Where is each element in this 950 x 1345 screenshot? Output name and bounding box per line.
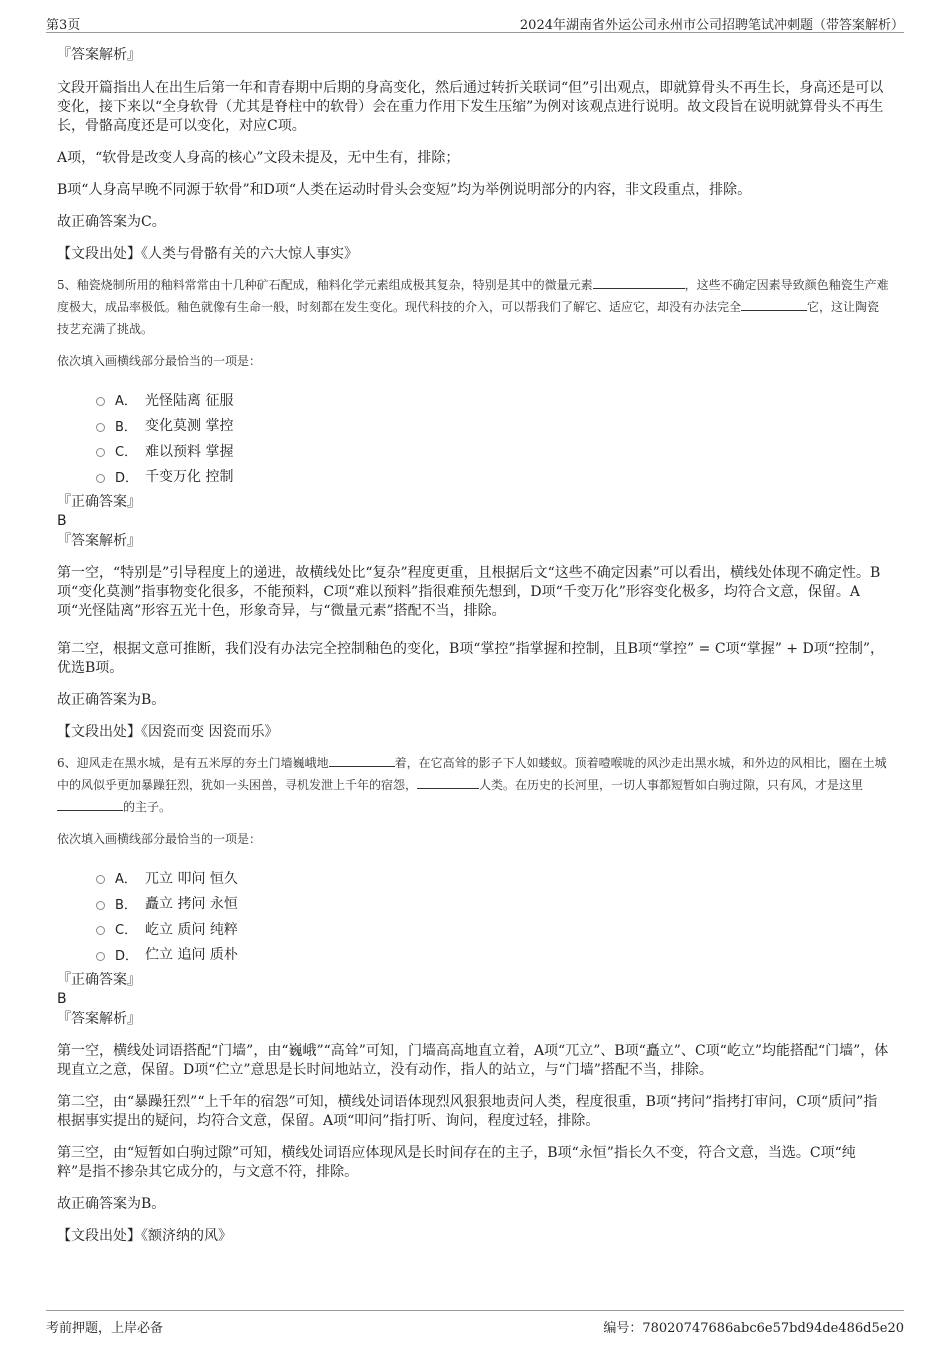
- analysis-paragraph: 第三空，由“短暂如白驹过隙”可知，横线处词语应体现风是长时间存在的主子，B项“永恒”指长久不变，符合文意，当选。C项“纯粹”是指不掺杂其它成分的，与文意不符，排除。: [57, 1145, 856, 1180]
- page-footer: [46, 1310, 904, 1335]
- radio-icon[interactable]: [96, 926, 105, 935]
- option-a[interactable]: A． 兀立 叩问 恒久: [57, 865, 890, 891]
- analysis-label: 『答案解析』: [57, 47, 141, 63]
- radio-icon[interactable]: [96, 952, 105, 961]
- page-header: [46, 12, 904, 33]
- footer-slogan: 考前押题，上岸必备: [46, 1321, 164, 1336]
- fill-blank[interactable]: [741, 298, 807, 311]
- question-stem: 5、釉瓷烧制所用的釉料常常由十几种矿石配成，釉料化学元素组成极其复杂，特别是其中的微量元素 ，这些不确定因素导致颜色釉瓷生产难度极大，成品率极低。釉色就像有生命一般，时刻都在发生变化。现代科技的介入，可以帮我们了解它、适应它，却没有办法完全 它，这让陶瓷技艺充满了挑战。: [57, 278, 889, 336]
- page-number: 第3页: [46, 18, 81, 33]
- correct-answer-label: 『正确答案』: [57, 972, 141, 988]
- option-b[interactable]: B． 矗立 拷问 永恒: [57, 891, 890, 917]
- fill-blank[interactable]: [593, 276, 685, 289]
- question-stem: 6、迎风走在黑水城，是有五米厚的夯土门墙巍峨地 着，在它高耸的影子下人如蝼蚁。顶着噎喉咙的风沙走出黑水城，和外边的风相比，圈在土城中的风似乎更加暴躁狂烈，犹如一头困兽，寻机发泄上千年的宿怨， 人类。在历史的长河里，一切人事都短暂如白驹过隙，只有风，才是这里的主子。: [57, 756, 887, 814]
- option-a[interactable]: A． 光怪陆离 征服: [57, 387, 890, 413]
- source-citation: 【文段出处】《额济纳的风》: [57, 1228, 232, 1244]
- radio-icon[interactable]: [96, 397, 105, 406]
- answer-conclusion: 故正确答案为B。: [57, 692, 166, 708]
- option-b[interactable]: B． 变化莫测 掌控: [57, 413, 890, 439]
- analysis-paragraph: 第二空，由“暴躁狂烈”“上千年的宿怨”可知，横线处词语体现烈风狠狠地责问人类，程度很重，B项“拷问”指拷打审问，C项“质问”指根据事实提出的疑问，均符合文意，保留。A项“叩问”指打听、询问，程度过轻，排除。: [57, 1094, 878, 1129]
- analysis-paragraph: 第一空，“特别是”引导程度上的递进，故横线处比“复杂”程度更重，且根据后文“这些不确定因素”可以看出，横线处体现不确定性。B项“变化莫测”指事物变化很多，不能预料，C项“难以预料”指很难预先想到，D项“千变万化”形容变化极多，均符合文意，保留。A项“光怪陆离”形容五光十色，形象奇异，与“微量元素”搭配不当，排除。: [57, 565, 881, 619]
- page-content: [57, 46, 890, 1246]
- document-title: 2024年湖南省外运公司永州市公司招聘笔试冲刺题（带答案解析）: [519, 18, 904, 33]
- analysis-label: 『答案解析』: [57, 1011, 141, 1027]
- answer-conclusion: 故正确答案为B。: [57, 1196, 166, 1212]
- source-citation: 【文段出处】《人类与骨骼有关的六大惊人事实》: [57, 246, 358, 262]
- radio-icon[interactable]: [96, 423, 105, 432]
- analysis-paragraph: 文段开篇指出人在出生后第一年和青春期中后期的身高变化，然后通过转折关联词“但”引出观点，即就算骨头不再生长，身高还是可以变化，接下来以“全身软骨（尤其是脊柱中的软骨）会在重力作用下发生压缩”为例对该观点进行说明。故文段旨在说明就算骨头不再生长，骨骼高度还是可以变化，对应C项。: [57, 80, 884, 134]
- option-list: [57, 865, 890, 967]
- radio-icon[interactable]: [96, 474, 105, 483]
- option-c[interactable]: C． 屹立 质问 纯粹: [57, 916, 890, 942]
- question-prompt: 依次填入画横线部分最恰当的一项是：: [57, 832, 262, 846]
- question-prompt: 依次填入画横线部分最恰当的一项是：: [57, 354, 262, 368]
- option-d[interactable]: D． 伫立 追问 质朴: [57, 942, 890, 968]
- radio-icon[interactable]: [96, 448, 105, 457]
- correct-answer: B: [57, 991, 67, 1007]
- analysis-label: 『答案解析』: [57, 533, 141, 549]
- analysis-paragraph: 第二空，根据文意可推断，我们没有办法完全控制釉色的变化，B项“掌控”指掌握和控制，且B项“掌控” = C项“掌握” + D项“控制”，优选B项。: [57, 641, 885, 676]
- analysis-paragraph: A项，“软骨是改变人身高的核心”文段未提及，无中生有，排除；: [57, 150, 460, 166]
- option-d[interactable]: D． 千变万化 控制: [57, 464, 890, 490]
- fill-blank[interactable]: [329, 754, 395, 767]
- radio-icon[interactable]: [96, 901, 105, 910]
- option-c[interactable]: C． 难以预料 掌握: [57, 438, 890, 464]
- option-list: [57, 387, 890, 489]
- radio-icon[interactable]: [96, 875, 105, 884]
- analysis-paragraph: B项“人身高早晚不同源于软骨”和D项“人类在运动时骨头会变短”均为举例说明部分的内容，非文段重点，排除。: [57, 182, 752, 198]
- document-id: 编号：78020747686abc6e57bd94de486d5e20: [603, 1321, 904, 1336]
- fill-blank[interactable]: [57, 798, 123, 811]
- fill-blank[interactable]: [417, 776, 479, 789]
- source-citation: 【文段出处】《因瓷而变 因瓷而乐》: [57, 724, 279, 740]
- answer-conclusion: 故正确答案为C。: [57, 214, 166, 230]
- correct-answer-label: 『正确答案』: [57, 494, 141, 510]
- analysis-paragraph: 第一空，横线处词语搭配“门墙”，由“巍峨”“高耸”可知，门墙高高地直立着，A项“兀立”、B项“矗立”、C项“屹立”均能搭配“门墙”，体现直立之意，保留。D项“伫立”意思是长时间地站立，没有动作，指人的站立，与“门墙”搭配不当，排除。: [57, 1043, 889, 1078]
- correct-answer: B: [57, 513, 67, 529]
